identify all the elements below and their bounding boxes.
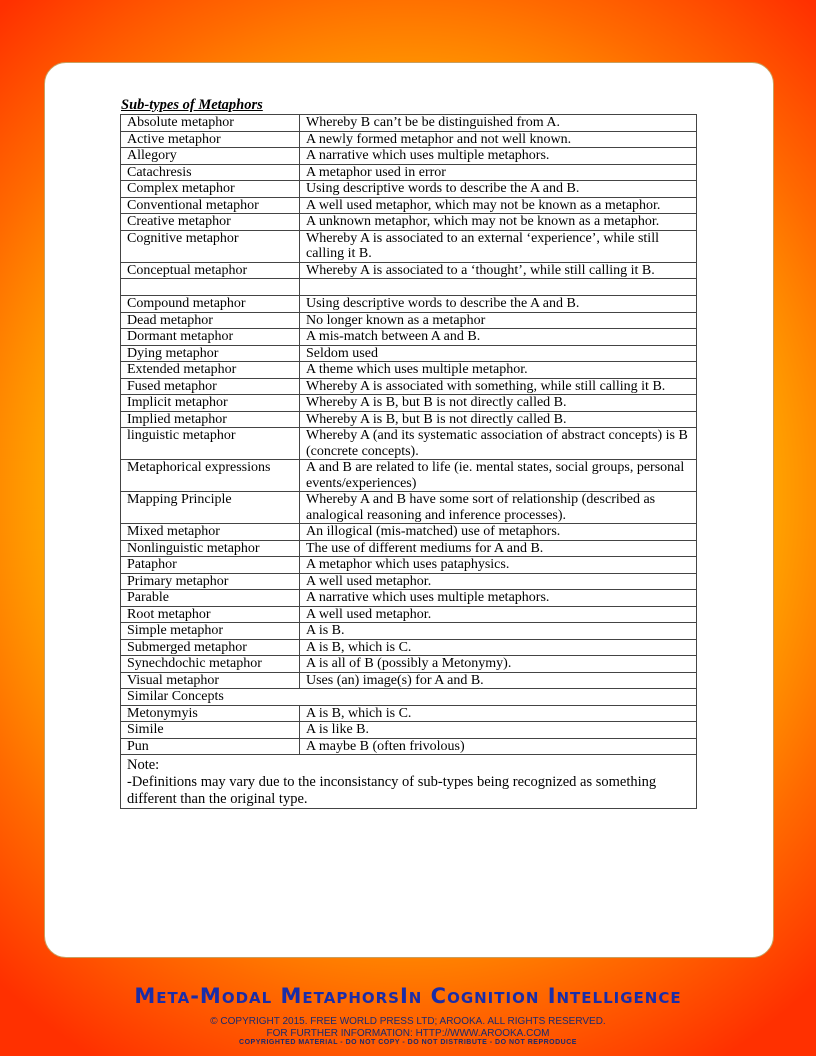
definition-cell: A narrative which uses multiple metaphors. [300, 148, 697, 165]
footer-copyright: © COPYRIGHT 2015. FREE WORLD PRESS LTD; AROOKA. ALL RIGHTS RESERVED. [210, 1016, 606, 1027]
definition-cell: A well used metaphor. [300, 606, 697, 623]
definition-cell: A maybe B (often frivolous) [300, 738, 697, 755]
table-row [121, 411, 697, 428]
footer-info[interactable]: FOR FURTHER INFORMATION: HTTP://WWW.AROOKA.COM [266, 1028, 550, 1039]
table-row [121, 639, 697, 656]
table-row [121, 573, 697, 590]
term-cell: Pun [121, 738, 300, 755]
term-cell: Implicit metaphor [121, 395, 300, 412]
table-row [121, 115, 697, 132]
term-cell: Catachresis [121, 164, 300, 181]
term-cell: Fused metaphor [121, 378, 300, 395]
table-row [121, 738, 697, 755]
table-row [121, 362, 697, 379]
table-row-note [121, 755, 697, 809]
term-cell: Allegory [121, 148, 300, 165]
footer-notice: COPYRIGHTED MATERIAL - DO NOT COPY - DO NOT DISTRIBUTE - DO NOT REPRODUCE [239, 1039, 577, 1046]
term-cell: linguistic metaphor [121, 428, 300, 460]
definition-cell: A metaphor which uses pataphysics. [300, 557, 697, 574]
definition-cell: Using descriptive words to describe the A and B. [300, 181, 697, 198]
table-row [121, 395, 697, 412]
definition-cell: No longer known as a metaphor [300, 312, 697, 329]
term-cell: Conceptual metaphor [121, 262, 300, 279]
term-cell: Simple metaphor [121, 623, 300, 640]
table-row [121, 214, 697, 231]
table-row [121, 590, 697, 607]
definition-cell: Uses (an) image(s) for A and B. [300, 672, 697, 689]
table-row [121, 296, 697, 313]
definition-cell: A and B are related to life (ie. mental states, social groups, personal events/experiences) [300, 460, 697, 492]
table-row [121, 722, 697, 739]
table-row [121, 428, 697, 460]
table-row [121, 279, 697, 296]
definition-cell: A well used metaphor, which may not be known as a metaphor. [300, 197, 697, 214]
definition-cell: A metaphor used in error [300, 164, 697, 181]
term-cell: Cognitive metaphor [121, 230, 300, 262]
definition-cell: A unknown metaphor, which may not be known as a metaphor. [300, 214, 697, 231]
term-cell: Conventional metaphor [121, 197, 300, 214]
definition-cell: The use of different mediums for A and B. [300, 540, 697, 557]
definition-cell: A theme which uses multiple metaphor. [300, 362, 697, 379]
definition-cell: Whereby A is B, but B is not directly called B. [300, 395, 697, 412]
definition-cell: A mis-match between A and B. [300, 329, 697, 346]
term-cell: Mapping Principle [121, 492, 300, 524]
term-cell: Absolute metaphor [121, 115, 300, 132]
table-row [121, 131, 697, 148]
definition-cell: Whereby A is associated to a ‘thought’, while still calling it B. [300, 262, 697, 279]
term-cell: Submerged metaphor [121, 639, 300, 656]
table-row [121, 540, 697, 557]
table-row [121, 656, 697, 673]
footer-title: Meta-Modal MetaphorsIn Cognition Intelligence [134, 984, 682, 1008]
metaphor-table [120, 114, 697, 809]
definition-cell: Whereby A is associated with something, while still calling it B. [300, 378, 697, 395]
note-text: -Definitions may vary due to the inconsistancy of sub-types being recognized as something different than the original type. [127, 774, 657, 807]
definition-cell: Using descriptive words to describe the A and B. [300, 296, 697, 313]
term-cell: Synechdochic metaphor [121, 656, 300, 673]
term-cell: Mixed metaphor [121, 524, 300, 541]
similar-concepts-header: Similar Concepts [121, 689, 697, 706]
definition-cell: A newly formed metaphor and not well known. [300, 131, 697, 148]
table-row [121, 164, 697, 181]
definition-cell: A is like B. [300, 722, 697, 739]
table-row [121, 262, 697, 279]
table-row [121, 230, 697, 262]
table-row [121, 312, 697, 329]
definition-cell: An illogical (mis-matched) use of metaphors. [300, 524, 697, 541]
term-cell: Metonymyis [121, 705, 300, 722]
term-cell: Active metaphor [121, 131, 300, 148]
term-cell: Creative metaphor [121, 214, 300, 231]
definition-cell: Seldom used [300, 345, 697, 362]
definition-cell: A well used metaphor. [300, 573, 697, 590]
term-cell: Parable [121, 590, 300, 607]
term-cell: Complex metaphor [121, 181, 300, 198]
table-row [121, 345, 697, 362]
note-cell [121, 755, 697, 809]
term-cell: Simile [121, 722, 300, 739]
table-row [121, 623, 697, 640]
section-title: Sub-types of Metaphors [121, 97, 263, 113]
term-cell: Pataphor [121, 557, 300, 574]
definition-cell: Whereby A and B have some sort of relationship (described as analogical reasoning and inference processes). [300, 492, 697, 524]
table-row [121, 672, 697, 689]
table-row [121, 181, 697, 198]
definition-cell: Whereby B can’t be be distinguished from A. [300, 115, 697, 132]
table-row [121, 197, 697, 214]
definition-cell: Whereby A is associated to an external ‘experience’, while still calling it B. [300, 230, 697, 262]
table-row [121, 557, 697, 574]
definition-cell [300, 279, 697, 296]
term-cell: Metaphorical expressions [121, 460, 300, 492]
definition-cell: A narrative which uses multiple metaphors. [300, 590, 697, 607]
term-cell [121, 279, 300, 296]
definition-cell: Whereby A (and its systematic association of abstract concepts) is B (concrete concepts). [300, 428, 697, 460]
definition-cell: A is B, which is C. [300, 639, 697, 656]
note-label: Note: [127, 757, 160, 773]
table-row [121, 705, 697, 722]
term-cell: Dormant metaphor [121, 329, 300, 346]
table-row [121, 329, 697, 346]
term-cell: Root metaphor [121, 606, 300, 623]
table-row [121, 148, 697, 165]
term-cell: Implied metaphor [121, 411, 300, 428]
term-cell: Extended metaphor [121, 362, 300, 379]
definition-cell: Whereby A is B, but B is not directly called B. [300, 411, 697, 428]
term-cell: Visual metaphor [121, 672, 300, 689]
term-cell: Primary metaphor [121, 573, 300, 590]
table-row [121, 492, 697, 524]
table-row [121, 378, 697, 395]
table-row [121, 606, 697, 623]
table-row [121, 524, 697, 541]
definition-cell: A is B. [300, 623, 697, 640]
term-cell: Dead metaphor [121, 312, 300, 329]
definition-cell: A is B, which is C. [300, 705, 697, 722]
term-cell: Nonlinguistic metaphor [121, 540, 300, 557]
table-row-similar-header [121, 689, 697, 706]
definition-cell: A is all of B (possibly a Metonymy). [300, 656, 697, 673]
table-row [121, 460, 697, 492]
term-cell: Dying metaphor [121, 345, 300, 362]
term-cell: Compound metaphor [121, 296, 300, 313]
